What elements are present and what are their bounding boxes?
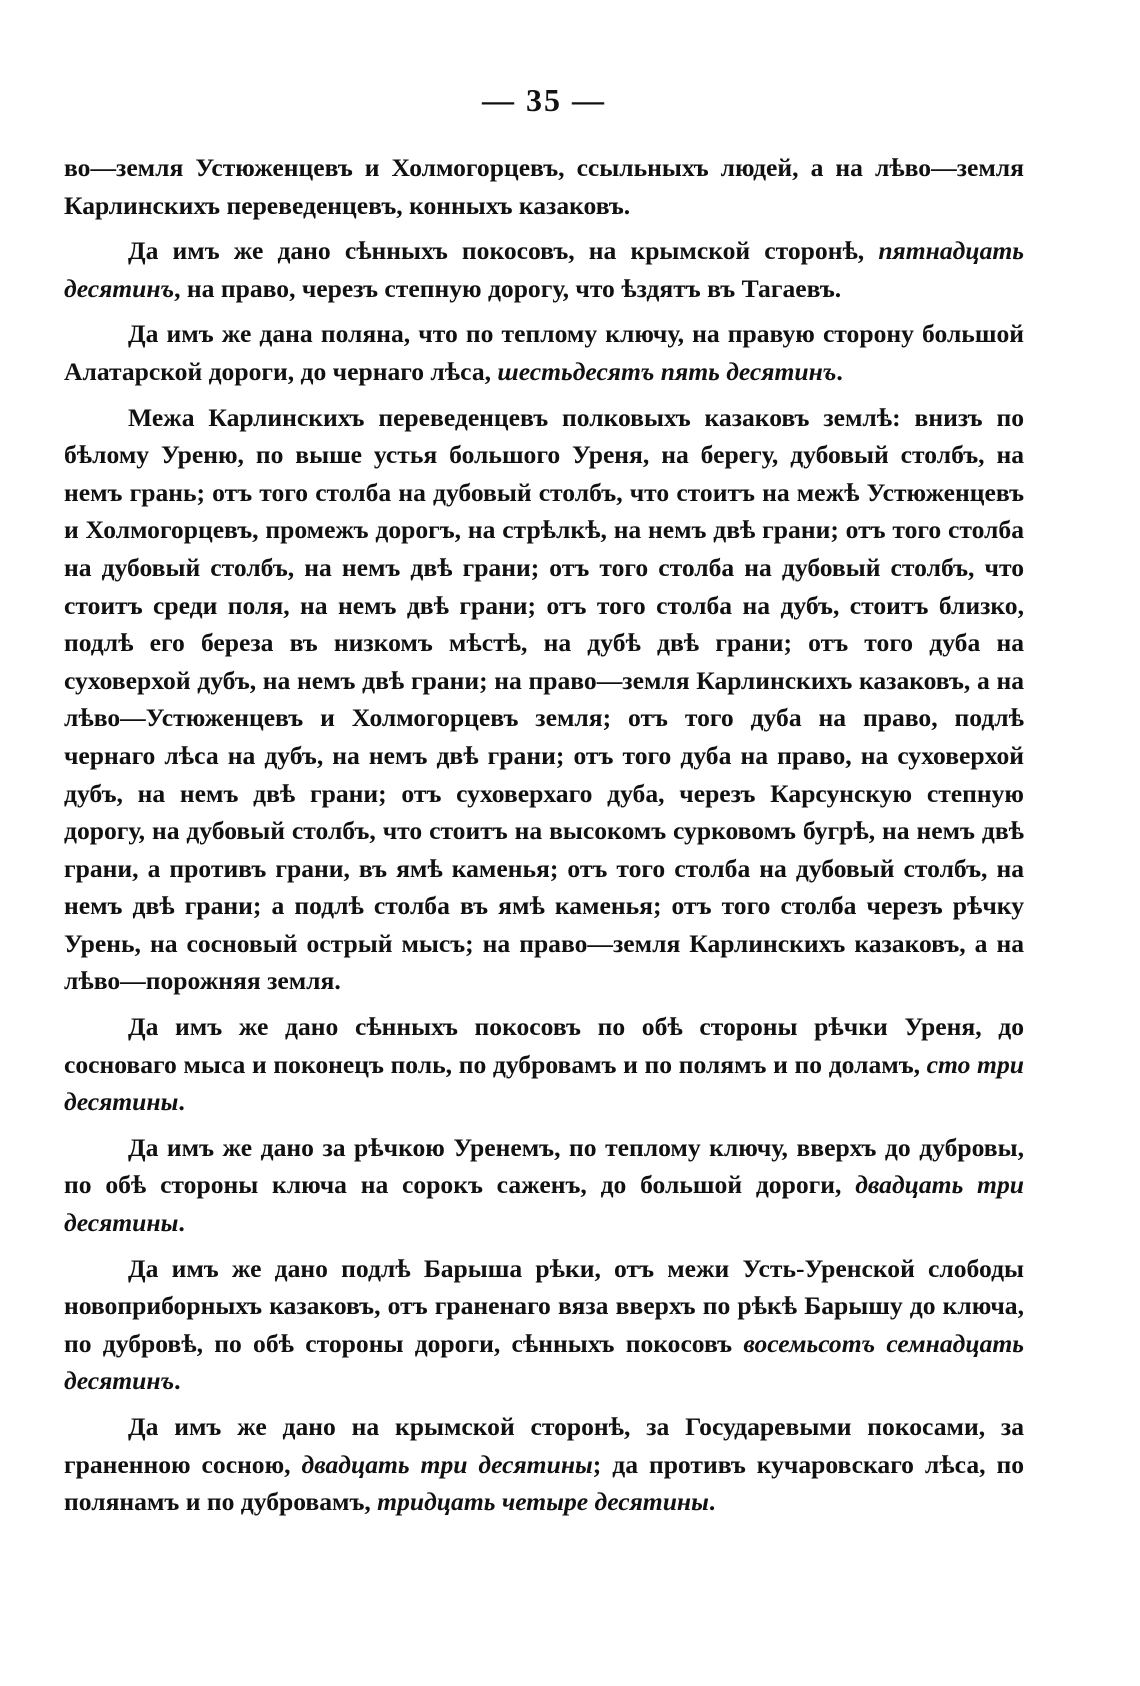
text-run: . <box>708 1487 716 1517</box>
text-run: . <box>178 1087 185 1117</box>
page-number: — 35 — <box>482 82 606 118</box>
paragraph <box>64 1008 1024 1121</box>
italic-run: пятнадцать десятинъ <box>64 236 1024 303</box>
italic-run: восемьсотъ семнадцать десятинъ <box>64 1328 1025 1396</box>
text-run: . <box>174 1366 181 1396</box>
italic-run: сто три десятины <box>64 1049 1024 1117</box>
paragraph <box>64 232 1024 307</box>
paragraph <box>64 1408 1024 1521</box>
text-run: Межа Карлинскихъ переведенцевъ полковыхъ казаковъ землѣ: внизъ по бѣлому Уреню, по выше устья большого Уреня, на берегу, дубовый столбъ, на немъ грань; отъ того столба на дубовый столбъ, что стоитъ на межѣ Устюженцевъ и Холмогорцевъ, промежъ дорогъ, на стрѣлкѣ, на немъ двѣ грани; отъ того столба на дубовый столбъ, на немъ двѣ грани; отъ того столба на дубовый столбъ, что стоитъ среди поля, на немъ двѣ грани; отъ того столба на дубъ, стоитъ близко, подлѣ его береза въ низкомъ мѣстѣ, на дубѣ двѣ грани; отъ того дуба на суховерхой дубъ, на немъ двѣ грани; на право—земля Карлинскихъ казаковъ, а на лѣво—Устюженцевъ и Холмогорцевъ земля; отъ того дуба на право, подлѣ чернаго лѣса на дубъ, на немъ двѣ грани; отъ того дуба на право, на суховерхой дубъ, на немъ двѣ грани; отъ суховерхаго дуба, черезъ Карсунскую степную дорогу, на дубовый столбъ, что стоитъ на высокомъ сурковомъ бугрѣ, на немъ двѣ грани, а противъ грани, въ ямѣ каменья; отъ того столба на дубовый столбъ, на немъ двѣ грани; а подлѣ столба въ ямѣ каменья; отъ того столба черезъ рѣчку Урень, на сосновый острый мысъ; на право—земля Карлинскихъ казаковъ, а на лѣво—порожняя земля. <box>64 402 1024 996</box>
italic-run: тридцать четыре десятины <box>377 1487 709 1517</box>
text-run: Да имъ же дано на крымской сторонѣ, за Государевыми покосами, за граненною сосною, <box>64 1412 1024 1479</box>
text-run: Да имъ же дана поляна, что по теплому ключу, на правую сторону большой Алатарской дороги, до чернаго лѣса, <box>64 319 1024 386</box>
paragraph <box>64 1250 1024 1400</box>
text-run: во—земля Устюженцевъ и Холмогорцевъ, ссыльныхъ людей, а на лѣво—земля Карлинскихъ переведенцевъ, конныхъ казаковъ. <box>64 153 1024 220</box>
italic-run: двадцать три десятины <box>64 1170 1024 1238</box>
italic-run: шестьдесятъ пять десятинъ <box>497 356 837 386</box>
paragraph <box>64 315 1024 390</box>
paragraph <box>64 149 1024 224</box>
document-body <box>64 149 1024 1521</box>
italic-run: двадцать три десятины <box>301 1449 593 1479</box>
text-run: Да имъ же дано сѣнныхъ покосовъ, на крымской сторонѣ, <box>128 236 879 266</box>
text-run: , на право, черезъ степную дорогу, что ѣздятъ въ Тагаевъ. <box>174 273 842 303</box>
paragraph <box>64 399 1024 1001</box>
text-run: Да имъ же дано сѣнныхъ покосовъ по обѣ стороны рѣчки Уреня, до сосноваго мыса и поконецъ поль, по дубровамъ и по полямъ и по доламъ, <box>64 1012 1024 1079</box>
text-run: ; да противъ кучаровскаго лѣса, по полянамъ и по дубровамъ, <box>64 1449 1024 1517</box>
text-run: Да имъ же дано за рѣчкою Уренемъ, по теплому ключу, вверхъ до дубровы, по обѣ стороны ключа на сорокъ саженъ, до большой дороги, <box>64 1132 1024 1200</box>
text-run: . <box>836 356 843 386</box>
text-run: Да имъ же дано подлѣ Барыша рѣки, отъ межи Усть-Уренской слободы новоприборныхъ казаковъ, отъ граненаго вяза вверхъ по рѣкѣ Барышу до ключа, по дубровѣ, по обѣ стороны дороги, сѣнныхъ покосовъ <box>64 1253 1024 1358</box>
paragraph <box>64 1129 1024 1242</box>
text-run: . <box>178 1208 185 1238</box>
